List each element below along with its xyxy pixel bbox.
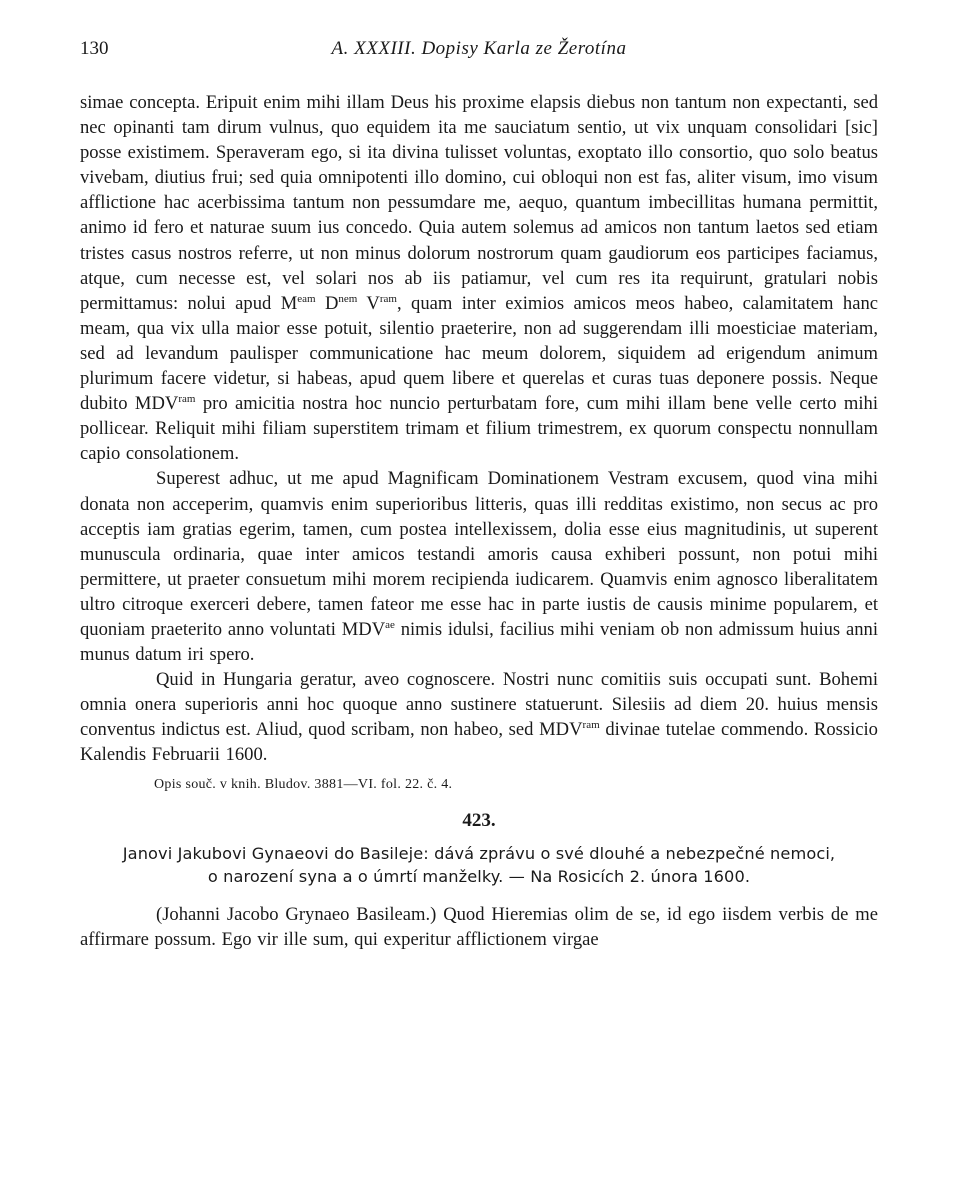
superscript-eam: eam (297, 292, 316, 305)
regest-line-2: o narození syna a o úmrtí manželky. — Na Rosicích 2. února 1600. (207, 866, 751, 886)
letter-423-body (80, 902, 878, 952)
superscript-nem: nem (338, 292, 358, 305)
paragraph-3-text-b: divinae tutelae commendo. Rossicio Kalendis Februarii 1600. (80, 719, 878, 766)
paragraph-1-text-a: simae concepta. Eripuit enim mihi illam Deus his proxime elapsis diebus non tantum non expectanti, sed nec opinanti tam dirum vulnus, quo equidem ita me sauciatum sentio, ut vix unquam consolidari [sic] posse existimem. Speraveram ego, si ita divina tulisset voluntas, exoptato illo consortio, quo solo beatus vivebam, diutius frui; sed quia omnipotenti illo domino, cui obloqui non est fas, aliter visum, imo visum afflictione hac acerbissima tantum non pessumdare me, aequo, quantum imbecillitas humana permittit, animo id fero et naturae suum ius concedo. Quia autem solemus ad amicos non tantum laetos sed etiam tristes casus nostros referre, ut non minus dolorum nostrorum quam gaudiorum eos participes faciamus, atque, cum necesse est, vel solari nos ab iis patiamur, vel cum res ita requirunt, gratulari nobis permittamus: nolui apud M (80, 92, 878, 314)
superscript-ram: ram (379, 292, 397, 305)
superscript-ram: ram (582, 719, 600, 732)
regest-line-1: Janovi Jakubovi Gynaeovi do Basileje: dává zprávu o své dlouhé a nebezpečné nemoci, (122, 843, 836, 863)
superscript-ae: ae (385, 618, 395, 631)
letter-regest (80, 842, 878, 888)
paragraph-2 (80, 466, 878, 667)
book-page (80, 38, 878, 952)
paragraph-1-text-e: pro amicitia nostra hoc nuncio perturbatam fore, cum mihi illam bene velle certo mihi pollicear. Reliquit mihi filiam superstitem trimam et filium trimestrem, ex quorum conspectu nonnullam capio consolationem. (80, 393, 878, 465)
source-note: Opis souč. v knih. Bludov. 3881—VI. fol. 22. č. 4. (154, 776, 453, 792)
letter-423-text: (Johanni Jacobo Grynaeo Basileam.) Quod Hieremias olim de se, id ego iisdem verbis de me affirmare possum. Ego vir ille sum, qui experitur afflictionem virgae (80, 903, 878, 950)
superscript-ram: ram (178, 393, 196, 406)
paragraph-1-text-c: V (357, 292, 380, 314)
letter-number: 423. (462, 809, 496, 831)
running-title: A. XXXIII. Dopisy Karla ze Žerotína (331, 38, 627, 59)
paragraph-1 (80, 90, 878, 466)
page-header (80, 38, 878, 68)
letter-continuation (80, 90, 878, 768)
paragraph-1-text-b: D (315, 292, 339, 314)
paragraph-2-text-a: Superest adhuc, ut me apud Magnificam Dominationem Vestram excusem, quod vina mihi donata non acceperim, quamvis enim superioribus litteris, quas illi redditas existimo, non secus ac pro acceptis iam gratias egerim, tamen, cum postea intellexissem, dolia esse eius magnitudinis, ut superent munuscula ordinaria, quae inter amicos testandi amoris causa exhiberi possunt, non potui mihi permittere, ut praeter consuetum mihi morem recipienda iudicarem. Quamvis enim agnosco liberalitatem ultro citroque exerceri debere, tamen fateor me esse hac in parte iustis de causis minime popularem, et quoniam praeterito anno voluntati MDV (80, 468, 878, 640)
paragraph-1-text-d: , quam inter eximios amicos meos habeo, calamitatem hanc meam, qua vix ulla maior esse potuit, silentio praeterire, non ad suggerendam illi moesticiae materiam, sed ad levandum paulisper communicatione hac meum dolorem, siquidem ad erigendum animum plurimum facere videtur, si habeas, apud quem libere et querelas et curas tuas deponere possis. Neque dubito MDV (80, 292, 879, 415)
paragraph-3-text-a: Quid in Hungaria geratur, aveo cognoscere. Nostri nunc comitiis suis occupati sunt. Bohemi omnia onera superioris anni hoc quoque anno sustinere statuerunt. Silesiis ad diem 20. huius mensis conventus indictus est. Aliud, quod scribam, non habeo, sed MDV (80, 669, 878, 741)
paragraph-3 (80, 667, 878, 767)
page-number: 130 (80, 38, 109, 59)
paragraph-2-text-b: nimis idulsi, facilius mihi veniam ob non admissum huius anni munus datum iri spero. (80, 618, 878, 666)
